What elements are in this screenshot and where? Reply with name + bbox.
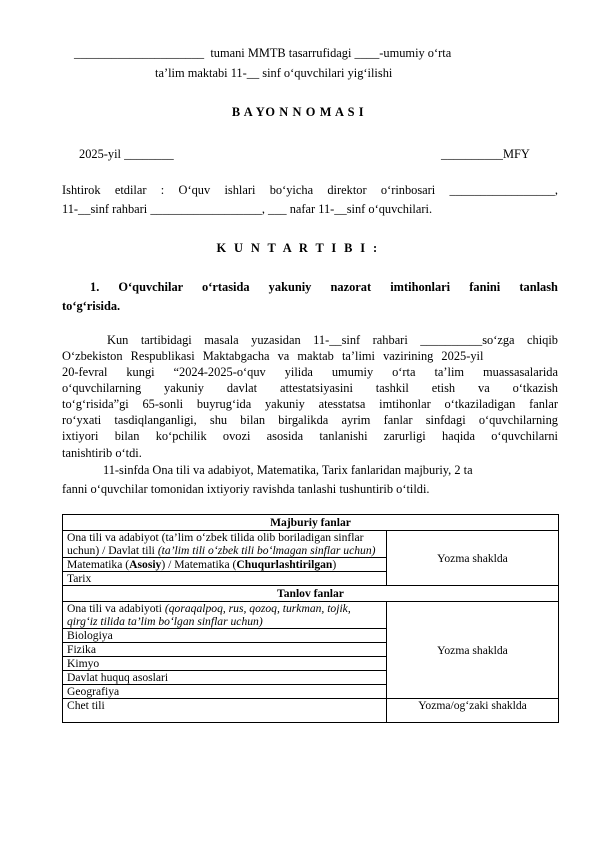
table-row [63,531,559,558]
body-line-8: tanishtirib o‘tdi. [62,446,142,460]
mandatory-header: Majburiy fanlar [63,515,559,531]
mandatory-exam-form: Yozma shaklda [387,531,559,586]
document-title: B A YO N N O M A S I [231,105,365,119]
subject-foreign-language: Chet tili [63,699,387,723]
meeting-title: ta’lim maktabi 11-__ sinf o‘quvchilari yig‘ilishi [155,66,393,80]
school-line [74,45,451,61]
agenda-title: K U N T A R T I B I : [216,241,380,255]
body-line-5: to‘g‘risida”gi 65-sonli buyrug‘ida yakuniy atesstatsa imtihonlar o‘tkaziladigan fanlar [62,397,558,411]
elective-exam-form: Yozma shaklda [387,602,559,699]
foreign-language-exam-form: Yozma/og‘zaki shaklda [387,699,559,723]
agenda-item-1-cont: to‘g‘risida. [62,299,121,313]
agenda-item-1: 1. O‘quvchilar o‘rtasida yakuniy nazorat imtihonlari fanini tanlash [90,280,558,294]
attendance-line-1: Ishtirok etdilar : O‘quv ishlari bo‘yicha direktor o‘rinbosari _________________, [62,183,558,197]
attendance-line-2: 11-__sinf rahbari __________________, ___ nafar 11-__sinf o‘quvchilari. [62,202,433,216]
body-line-1: Kun tartibidagi masala yuzasidan 11-__sinf rahbari __________so‘zga chiqib [107,333,558,347]
subject-geography: Geografiya [63,685,387,699]
body-p2-line-1: 11-sinfda Ona tili va adabiyot, Matematika, Tarix fanlaridan majburiy, 2 ta [103,463,473,477]
body-p2-line-2: fanni o‘quvchilar tomonidan ixtiyoriy ravishda tanlashi tushuntirib o‘tildi. [62,482,430,496]
date-field: 2025-yil ________ [79,147,174,161]
subject-math: Matematika (Asosiy) / Matematika (Chuqurlashtirilgan) [63,558,387,572]
district-blank: _____________________ [74,46,205,60]
body-line-2: O‘zbekiston Respublikasi Maktabgacha va maktab ta’limi vazirining 2025-yil [62,349,484,363]
body-line-7: ixtiyori bilan ko‘pchilik ovozi asosida tanlanishi zarurligi haqida o‘quvchilarni [62,429,558,443]
table-row [63,699,559,723]
subject-physics: Fizika [63,643,387,657]
body-line-4: o‘quvchilarning yakuniy davlat attestatsiyasini tashkil etish va o‘tkazish [62,381,558,395]
subject-native-language: Ona tili va adabiyot (ta’lim o‘zbek tilida olib boriladigan sinflar uchun) / Davlat tili (ta’lim tili o‘zbek tili bo‘lmagan sinflar uchun) [63,531,387,558]
elective-header: Tanlov fanlar [63,586,559,602]
table-row [63,602,559,629]
subject-biology: Biologiya [63,629,387,643]
body-line-3: 20-fevral kungi “2024-2025-o‘quv yilida umumiy o‘rta ta’lim muassasalarida [62,365,558,379]
subject-other-language: Ona tili va adabiyoti (qoraqalpoq, rus, qozoq, turkman, tojik, qirg‘iz tilida ta’lim bo‘lgan sinflar uchun) [63,602,387,629]
subject-chemistry: Kimyo [63,657,387,671]
body-line-6: ro‘yxati tasdiqlanganligi, shu bilan birgalikda ayrim fanlar sinfdagi o‘quvchilarning [62,413,558,427]
school-text: tumani MMTB tasarrufidagi ____-umumiy o‘rta [210,46,452,60]
place-field: __________MFY [441,147,530,161]
subject-history: Tarix [63,572,387,586]
subject-law: Davlat huquq asoslari [63,671,387,685]
subjects-table [62,514,559,723]
